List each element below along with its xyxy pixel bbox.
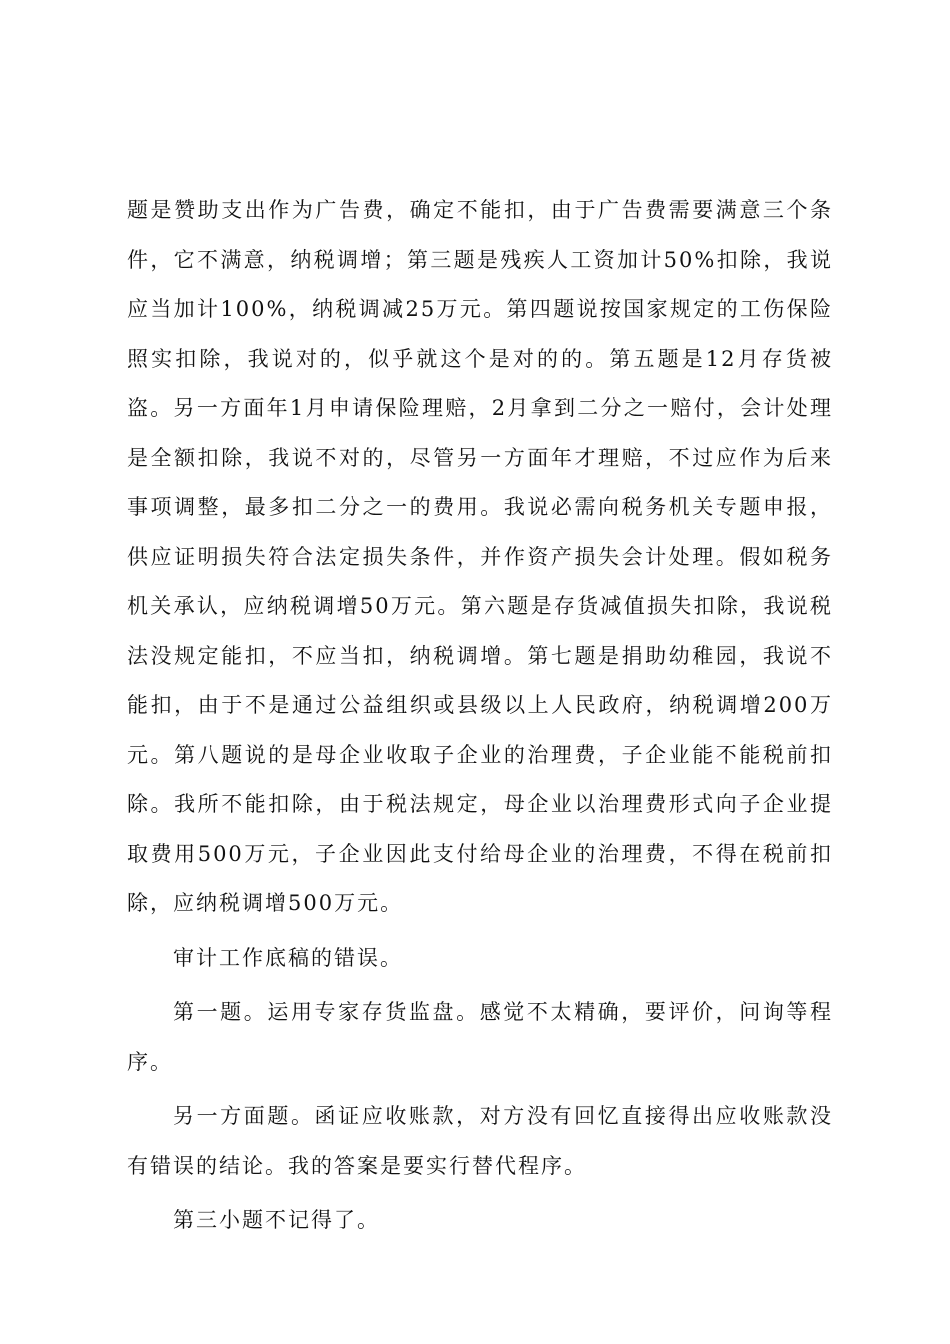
paragraph-audit-errors-heading: 审计工作底稿的错误。 xyxy=(173,945,403,970)
document-body xyxy=(127,186,833,1246)
paragraph-question-three: 第三小题不记得了。 xyxy=(173,1208,380,1232)
paragraph-question-two: 另一方面题。函证应收账款，对方没有回忆直接得出应收账款没有错误的结论。我的答案是要实行替代程序。 xyxy=(127,1104,833,1178)
paragraph-tax-adjustments: 题是赞助支出作为广告费，确定不能扣，由于广告费需要满意三个条件，它不满意，纳税调增；第三题是残疾人工资加计50%扣除，我说应当加计100%，纳税调减25万元。第四题说按国家规定的工伤保险照实扣除，我说对的，似乎就这个是对的的。第五题是12月存货被盗。另一方面年1月申请保险理赔，2月拿到二分之一赔付，会计处理是全额扣除，我说不对的，尽管另一方面年才理赔，不过应作为后来事项调整，最多扣二分之一的费用。我说必需向税务机关专题申报，供应证明损失符合法定损失条件，并作资产损失会计处理。假如税务机关承认，应纳税调增50万元。第六题是存货减值损失扣除，我说税法没规定能扣，不应当扣，纳税调增。第七题是捐助幼稚园，我说不能扣，由于不是通过公益组织或县级以上人民政府，纳税调增200万元。第八题说的是母企业收取子企业的治理费，子企业能不能税前扣除。我所不能扣除，由于税法规定，母企业以治理费形式向子企业提取费用500万元，子企业因此支付给母企业的治理费，不得在税前扣除，应纳税调增500万元。 xyxy=(127,198,833,915)
paragraph-question-one: 第一题。运用专家存货监盘。感觉不太精确，要评价，问询等程序。 xyxy=(127,1000,833,1074)
